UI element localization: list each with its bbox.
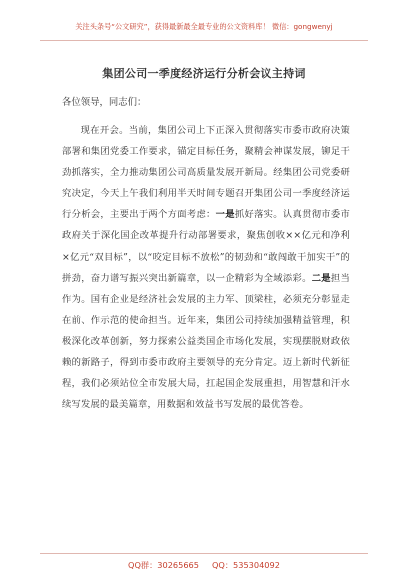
- emphasis-second: 二是: [311, 272, 331, 284]
- emphasis-first: 一是: [215, 209, 235, 221]
- document-body: [62, 120, 350, 415]
- footer-divider: [40, 553, 368, 554]
- paragraph-text: 现在开会。当前，集团公司上下正深入贯彻落实市委市政府决策部署和集团党委工作要求，锚定目标任务，聚精会神谋发展，铆足干劲抓落实，全力推动集团公司高质量发展开新局。经集团公司党委研究决定，今天上午我们利用半天时间专题召开集团公司一季度经济运行分析会，主要出于两个方面考虑：: [62, 125, 350, 221]
- paragraph-text: 抓好落实。认真贯彻市委市政府关于深化国企改革提升行动部署要求，聚焦创收××亿元和净利×亿元“双目标”，以“咬定目标不放松”的韧劲和“敢闯敢干加实干”的拼劲，奋力谱写振兴突出新篇章，以一企精彩为全域添彩。: [62, 209, 351, 284]
- promo-header: 关注头条号“公文研究”，获得最新最全最专业的公文资料库！ 微信：gongwenyj: [75, 22, 333, 31]
- paragraph-text: 担当作为。国有企业是经济社会发展的主力军、顶梁柱，必须充分彰显走在前、作示范的使命担当。近年来，集团公司持续加强精益管理，积极深化改革创新，努力探索公益类国企市场化发展，实现摆脱财政依赖的新路子，得到市委市政府主要领导的充分肯定。迈上新时代新征程，我们必须站位全市发展大局，扛起国企发展重担，用智慧和汗水续写发展的最美篇章，用数据和效益书写发展的最优答卷。: [62, 272, 351, 411]
- salutation: 各位领导，同志们：: [62, 97, 147, 108]
- paragraph: [62, 120, 350, 415]
- header-divider: [40, 40, 368, 41]
- contact-footer: QQ群：30265665 QQ：535304092: [128, 560, 280, 570]
- document-title: 集团公司一季度经济运行分析会议主持词: [102, 67, 306, 80]
